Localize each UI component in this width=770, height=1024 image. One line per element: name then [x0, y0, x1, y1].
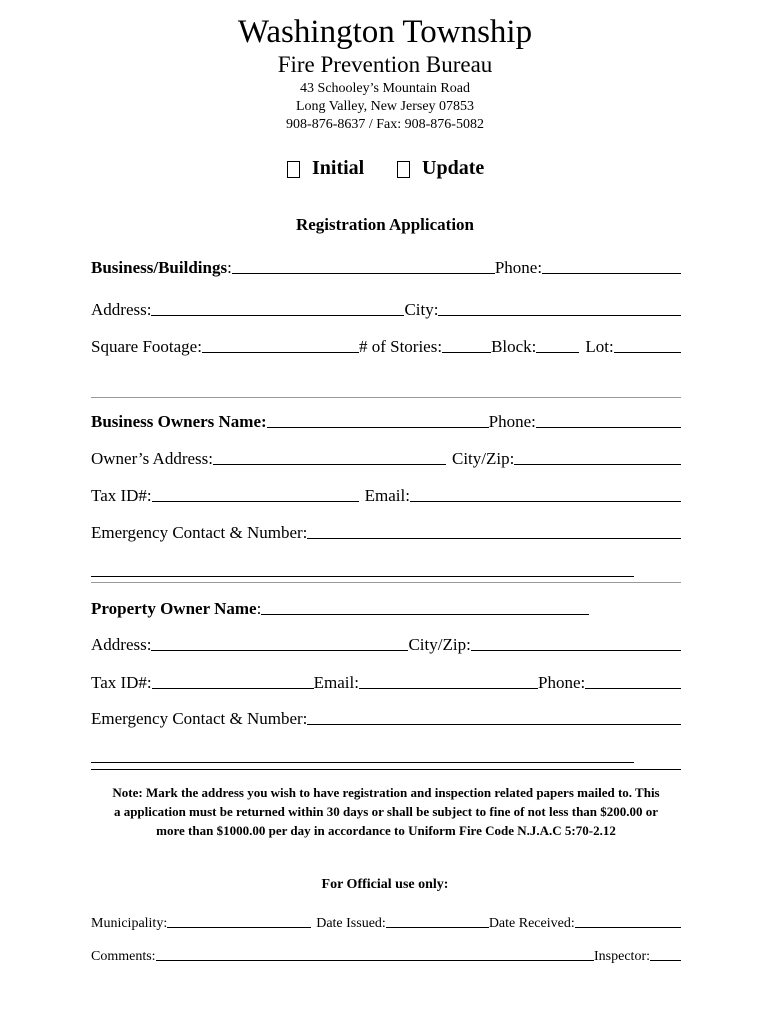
date-issued-field[interactable] — [386, 927, 489, 928]
note-line-3: more than $1000.00 per day in accordance to Uniform Fire Code N.J.A.C 5:70-2.12 — [156, 823, 616, 838]
comments-field[interactable] — [156, 960, 594, 961]
address-line-2: Long Valley, New Jersey 07853 — [295, 99, 475, 114]
note-line-2: a application must be returned within 30 days or shall be subject to fine of not less than $200.00 or — [113, 804, 659, 819]
owner-phone-label: Phone: — [488, 412, 536, 431]
property-emergency-row — [91, 705, 681, 729]
business-address-field[interactable] — [151, 315, 404, 316]
property-phone-label: Phone: — [537, 673, 586, 692]
business-details-row — [91, 333, 681, 357]
property-owner-name-row — [91, 595, 589, 619]
business-name-label: Business/Buildings — [91, 258, 228, 277]
business-city-field[interactable] — [438, 315, 681, 316]
property-owner-name-colon: : — [256, 599, 262, 618]
owner-address-label: Owner’s Address: — [91, 449, 213, 468]
owner-address-row — [91, 445, 681, 469]
property-owner-name-field[interactable] — [261, 614, 589, 615]
block-label: Block: — [491, 337, 537, 356]
owner-cityzip-label: City/Zip: — [451, 449, 515, 468]
owner-name-label: Business Owners Name: — [91, 412, 267, 431]
update-label: Update — [422, 157, 485, 179]
owner-email-label: Email: — [364, 486, 410, 505]
initial-label: Initial — [312, 157, 365, 179]
update-checkbox[interactable] — [397, 161, 410, 178]
owner-emergency-row — [91, 519, 681, 543]
phone-fax: 908-876-8637 / Fax: 908-876-5082 — [286, 117, 484, 132]
business-address-row — [91, 296, 681, 320]
official-comments-row — [91, 941, 681, 965]
block-field[interactable] — [536, 352, 579, 353]
owner-name-row — [91, 408, 681, 432]
initial-checkbox[interactable] — [287, 161, 300, 178]
property-emergency-continuation-field[interactable] — [91, 762, 634, 763]
property-phone-field[interactable] — [585, 688, 681, 689]
municipality-label: Municipality: — [91, 916, 168, 931]
mailing-note — [91, 783, 681, 840]
form-title: Registration Application — [295, 215, 475, 234]
address-line-1: 43 Schooley’s Mountain Road — [300, 81, 470, 96]
property-emergency-field[interactable] — [307, 724, 681, 725]
stories-field[interactable] — [442, 352, 491, 353]
owner-address-field[interactable] — [213, 464, 446, 465]
municipality-field[interactable] — [167, 927, 311, 928]
square-footage-label: Square Footage: — [91, 337, 202, 356]
note-line-1: Note: Mark the address you wish to have registration and inspection related papers mailed to. This — [112, 785, 660, 800]
property-cityzip-field[interactable] — [471, 650, 681, 651]
inspector-field[interactable] — [650, 960, 681, 961]
date-issued-label: Date Issued: — [316, 916, 386, 931]
official-dates-row — [91, 908, 681, 932]
property-taxid-field[interactable] — [152, 688, 314, 689]
property-taxid-row — [91, 669, 681, 693]
owner-name-field[interactable] — [267, 427, 489, 428]
property-emergency-label: Emergency Contact & Number: — [91, 709, 308, 728]
owner-cityzip-field[interactable] — [514, 464, 681, 465]
business-name-field[interactable] — [232, 273, 495, 274]
date-received-label: Date Received: — [488, 916, 575, 931]
section-divider — [91, 397, 681, 398]
business-phone-field[interactable] — [542, 273, 681, 274]
property-owner-name-label: Property Owner Name — [91, 599, 257, 618]
owner-emergency-continuation-field[interactable] — [91, 576, 634, 577]
property-email-field[interactable] — [359, 688, 538, 689]
comments-label: Comments: — [91, 949, 156, 964]
official-use-heading: For Official use only: — [321, 877, 449, 892]
bureau-subtitle: Fire Prevention Bureau — [277, 52, 493, 77]
business-address-label: Address: — [91, 300, 152, 319]
property-email-label: Email: — [313, 673, 359, 692]
owner-taxid-field[interactable] — [152, 501, 359, 502]
property-taxid-label: Tax ID#: — [91, 673, 152, 692]
business-city-label: City: — [404, 300, 439, 319]
business-name-row — [91, 254, 681, 278]
square-footage-field[interactable] — [202, 352, 359, 353]
owner-emergency-label: Emergency Contact & Number: — [91, 523, 308, 542]
lot-field[interactable] — [614, 352, 681, 353]
property-address-field[interactable] — [151, 650, 408, 651]
section-divider — [91, 769, 681, 770]
township-title: Washington Township — [237, 14, 533, 50]
lot-label: Lot: — [585, 337, 614, 356]
property-address-label: Address: — [91, 635, 152, 654]
business-name-colon: : — [227, 258, 232, 277]
date-received-field[interactable] — [575, 927, 681, 928]
owner-email-field[interactable] — [410, 501, 681, 502]
owner-phone-field[interactable] — [536, 427, 681, 428]
business-phone-label: Phone: — [494, 258, 543, 277]
property-cityzip-label: City/Zip: — [408, 635, 471, 654]
property-address-row — [91, 631, 681, 655]
inspector-label: Inspector: — [594, 949, 650, 964]
owner-taxid-row — [91, 482, 681, 506]
owner-emergency-field[interactable] — [307, 538, 681, 539]
stories-label: # of Stories: — [358, 337, 443, 356]
owner-taxid-label: Tax ID#: — [91, 486, 152, 505]
section-divider — [91, 582, 681, 583]
